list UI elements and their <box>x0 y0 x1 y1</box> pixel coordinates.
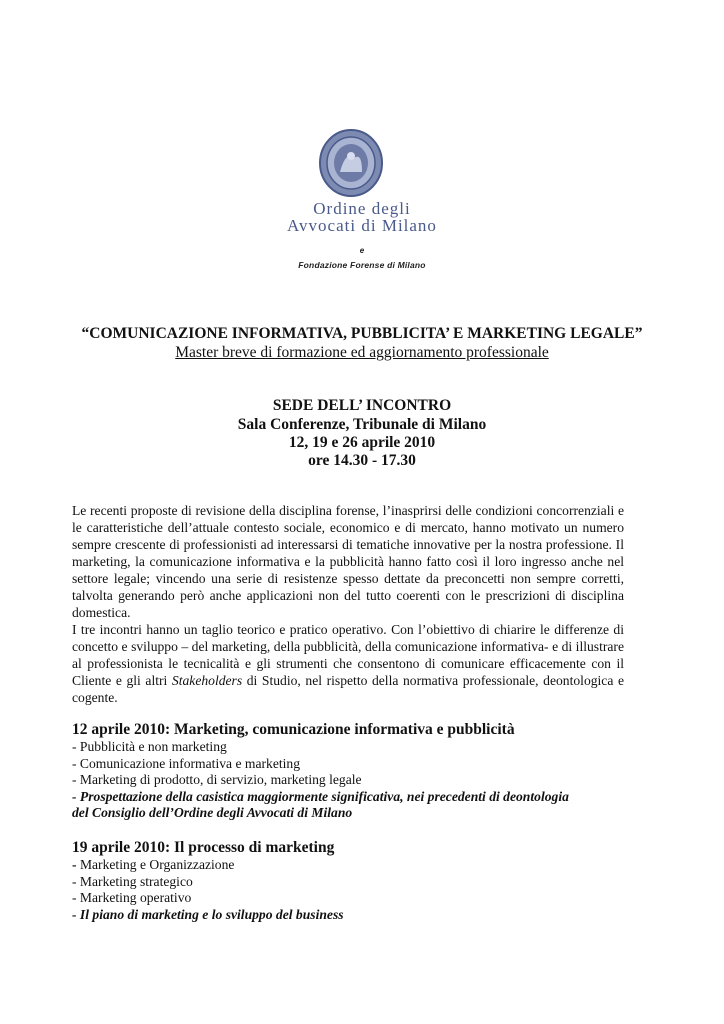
intro-p2-end: di Studio, nel rispetto della normativa professionale, deontologica e cogente. <box>72 673 625 705</box>
session-2-emphasis: - Il piano di marketing e lo sviluppo del business <box>72 906 344 922</box>
bar-association-seal-icon <box>318 128 384 198</box>
session-1-emphasis-cont: del Consiglio dell’Ordine degli Avvocati di Milano <box>72 805 353 820</box>
foundation-name: Fondazione Forense di Milano <box>298 260 426 270</box>
page-subtitle: Master breve di formazione ed aggiornamento professionale <box>175 344 549 361</box>
session-2-heading: 19 aprile 2010: Il processo di marketing <box>72 839 335 856</box>
org-name-line1: Ordine degli <box>313 199 411 218</box>
venue-time: ore 14.30 - 17.30 <box>308 452 416 469</box>
venue-place: Sala Conferenze, Tribunale di Milano <box>237 416 487 433</box>
page-title: “COMUNICAZIONE INFORMATIVA, PUBBLICITA’ E MARKETING LEGALE” <box>81 325 643 342</box>
intro-paragraph-2 <box>72 621 624 706</box>
intro-text <box>72 502 624 706</box>
session-2-item-text: Marketing e Organizzazione <box>79 857 235 872</box>
session-1-heading: 12 aprile 2010: Marketing, comunicazione informativa e pubblicità <box>72 721 515 738</box>
session-2-item: - Marketing operativo <box>72 890 192 905</box>
stakeholders-term: Stakeholders <box>171 673 243 688</box>
session-1-item: - Marketing di prodotto, di servizio, marketing legale <box>72 772 362 787</box>
session-2-item: - Marketing strategico <box>72 873 193 889</box>
intro-paragraph-1: Le recenti proposte di revisione della disciplina forense, l’inasprirsi delle condizioni concorrenziali e le caratteristiche dell’attuale contesto sociale, economico e di mercato, hanno motivato un numero sempre crescente di professionisti ad interessarsi di tematiche innovative per la nostra professione. Il marketing, la comunicazione informativa e la pubblicità hanno fatto così il loro ingresso anche nel settore legale; vincendo una serie di resistenze spesso dettate da preconcetti non sempre corretti, talvolta generando però anche applicazioni non del tutto coerenti con le prescrizioni di disciplina domestica. <box>72 503 624 620</box>
venue-dates: 12, 19 e 26 aprile 2010 <box>288 434 436 451</box>
session-1-emphasis: - Prospettazione della casistica maggiormente significativa, nei precedenti di deontologia <box>72 788 569 804</box>
session-1 <box>72 720 632 822</box>
session-2 <box>72 838 632 923</box>
session-1-item: - Comunicazione informativa e marketing <box>72 755 300 771</box>
session-1-item: - Pubblicità e non marketing <box>72 739 227 754</box>
conjunction: e <box>359 246 365 255</box>
session-2-item <box>72 857 632 874</box>
intro-p2-start: I tre incontri hanno un taglio teorico e pratico operativo. Con l’obiettivo di chiarire le differenze di concetto e sviluppo – del marketing, della pubblicità, della comunicazione informativa- e di illustrare al professionista le tecnicalità e gli strumenti che consentono di comunicare efficacemente con il Cliente e gli altri <box>72 622 624 688</box>
org-name-line2: Avvocati di Milano <box>287 216 437 235</box>
venue-heading: SEDE DELL’ INCONTRO <box>272 397 452 414</box>
session-2-dash: - <box>72 857 80 872</box>
